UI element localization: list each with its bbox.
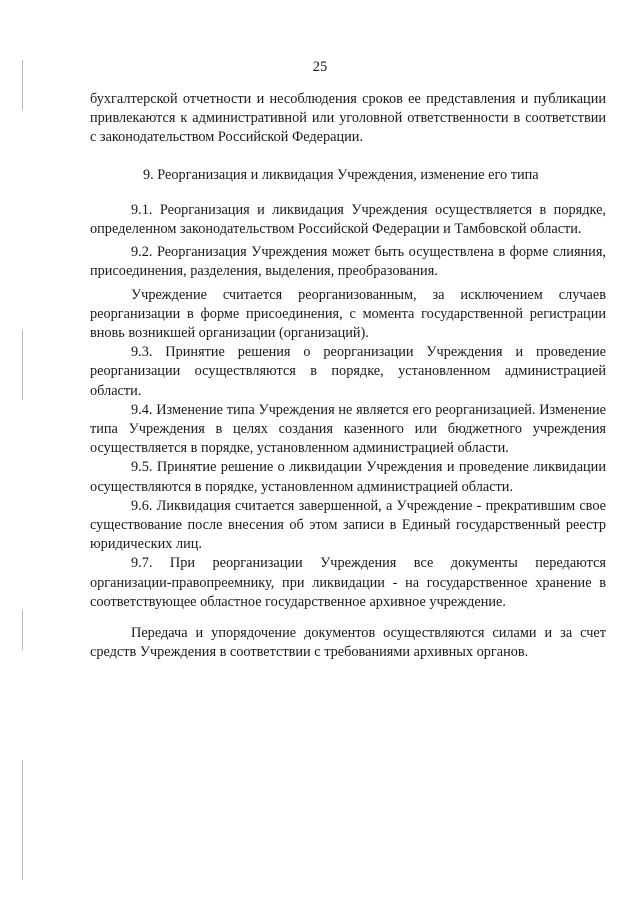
intro-paragraph: бухгалтерской отчетности и несоблюдения сроков ее представления и публикации привлекаются к административной или уголовной ответственности в соответствии с законодательством Российской Федерации. bbox=[90, 91, 606, 146]
scan-artifact bbox=[22, 760, 23, 880]
paragraph-reorganized: Учреждение считается реорганизованным, за исключением случаев реорганизации в форме присоединения, с момента государственной регистрации вновь возникшей организации (организаций). bbox=[90, 286, 606, 342]
scan-artifact bbox=[22, 60, 23, 110]
paragraph-9-1: 9.1. Реорганизация и ликвидация Учреждения осуществляется в порядке, определенном законодательством Российской Федерации и Тамбовской области. bbox=[90, 201, 606, 238]
paragraph-9-2: 9.2. Реорганизация Учреждения может быть осуществлена в форме слияния, присоединения, разделения, выделения, преобразования. bbox=[90, 244, 606, 280]
paragraph-9-7: 9.7. При реорганизации Учреждения все документы передаются организации-правопреемнику, при ликвидации - на государственное хранение в соответствующее областное государственное архивное учреждение. bbox=[90, 555, 606, 610]
paragraph-9-3: 9.3. Принятие решения о реорганизации Учреждения и проведение реорганизации осуществляются в порядке, установленном администрацией области. bbox=[90, 344, 606, 399]
paragraph-9-6: 9.6. Ликвидация считается завершенной, а Учреждение - прекратившим свое существование после внесения об этом записи в Единый государственный реестр юридических лиц. bbox=[90, 497, 606, 553]
document-body bbox=[90, 90, 606, 662]
page-number: 25 bbox=[312, 59, 328, 75]
paragraph-9-4: 9.4. Изменение типа Учреждения не является его реорганизацией. Изменение типа Учреждения в целях создания казенного или бюджетного учреждения осуществляется в порядке, установленном администрацией области. bbox=[90, 401, 606, 457]
paragraph-9-5: 9.5. Принятие решение о ликвидации Учреждения и проведение ликвидации осуществляются в порядке, установленном администрацией области. bbox=[90, 459, 606, 495]
section-heading: 9. Реорганизация и ликвидация Учреждения, изменение его типа bbox=[143, 166, 539, 183]
closing-paragraph: Передача и упорядочение документов осуществляются силами и за счет средств Учреждения в соответствии с требованиями архивных органов. bbox=[90, 625, 606, 661]
scan-artifact bbox=[22, 330, 23, 400]
scan-artifact bbox=[22, 610, 23, 650]
